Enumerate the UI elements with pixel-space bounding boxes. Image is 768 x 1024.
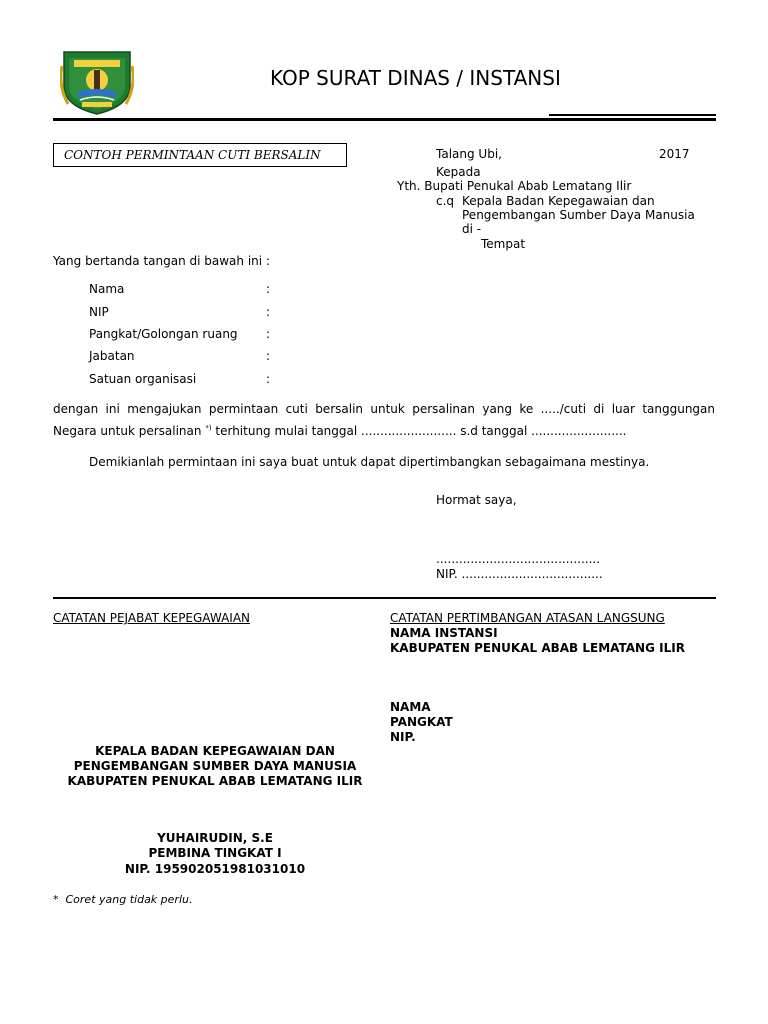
footnote [53, 893, 192, 906]
regency-logo [60, 46, 134, 116]
field-colon: : [266, 282, 271, 296]
header-rule [53, 118, 716, 121]
field-colon: : [266, 327, 271, 341]
request-line-1: dengan ini mengajukan permintaan cuti bersalin untuk persalinan yang ke ...../cuti di luar tanggungan [53, 402, 715, 416]
superior-nip: NIP. [390, 730, 416, 744]
recipient-di: di - [462, 222, 482, 236]
regards: Hormat saya, [436, 493, 517, 507]
kabupaten-name: KABUPATEN PENUKAL ABAB LEMATANG ILIR [390, 641, 685, 655]
field-label-nama: Nama [89, 282, 125, 296]
field-label-jabatan: Jabatan [89, 349, 135, 363]
recipient-cq-line1: Kepala Badan Kepegawaian dan [462, 194, 655, 208]
official-title-3: KABUPATEN PENUKAL ABAB LEMATANG ILIR [67, 774, 363, 788]
request-line-2a: Negara untuk persalinan [53, 424, 202, 438]
header-rule-thin [549, 114, 716, 116]
recipient-kepada: Kepada [436, 165, 481, 179]
official-rank: PEMBINA TINGKAT I [148, 846, 282, 860]
recipient-cq-line2: Pengembangan Sumber Daya Manusia [462, 208, 695, 222]
recipient-tempat: Tempat [481, 237, 526, 251]
footnote-marker: * [53, 893, 59, 906]
intro-text: Yang bertanda tangan di bawah ini : [53, 254, 270, 268]
place-date: Talang Ubi, [436, 147, 502, 161]
letter-year: 2017 [659, 147, 690, 161]
signature-nip-line: NIP. ..................................... [436, 567, 603, 581]
official-title-1: KEPALA BADAN KEPEGAWAIAN DAN [95, 744, 335, 758]
instansi-name: NAMA INSTANSI [390, 626, 498, 640]
form-type-label: CONTOH PERMINTAAN CUTI BERSALIN [53, 143, 347, 167]
official-nip: NIP. 195902051981031010 [124, 862, 306, 876]
superior-name: NAMA [390, 700, 431, 714]
closing-sentence: Demikianlah permintaan ini saya buat untuk dapat dipertimbangkan sebagaimana mestinya. [89, 455, 650, 469]
signature-name-line: ........................................... [436, 552, 601, 566]
footnote-text: Coret yang tidak perlu. [65, 893, 193, 906]
request-line-2 [53, 424, 626, 438]
request-line-2b: terhitung mulai tanggal ......................... s.d tanggal ......................... [215, 424, 627, 438]
official-title-2: PENGEMBANGAN SUMBER DAYA MANUSIA [73, 759, 357, 773]
field-colon: : [266, 305, 271, 319]
recipient-cq-prefix: c.q [436, 194, 455, 208]
superior-rank: PANGKAT [390, 715, 453, 729]
letterhead-title: KOP SURAT DINAS / INSTANSI [270, 66, 561, 90]
field-colon: : [266, 372, 271, 386]
recipient-yth: Yth. Bupati Penukal Abab Lematang Ilir [397, 179, 632, 193]
field-colon: : [266, 349, 271, 363]
section-divider [53, 597, 716, 599]
field-label-satuan: Satuan organisasi [89, 372, 197, 386]
field-label-nip: NIP [89, 305, 109, 319]
field-label-pangkat: Pangkat/Golongan ruang [89, 327, 238, 341]
official-name: YUHAIRUDIN, S.E [157, 831, 273, 845]
footnote-ref: *) [205, 424, 212, 432]
right-section-heading: CATATAN PERTIMBANGAN ATASAN LANGSUNG [390, 611, 665, 625]
left-section-heading: CATATAN PEJABAT KEPEGAWAIAN [53, 611, 251, 625]
